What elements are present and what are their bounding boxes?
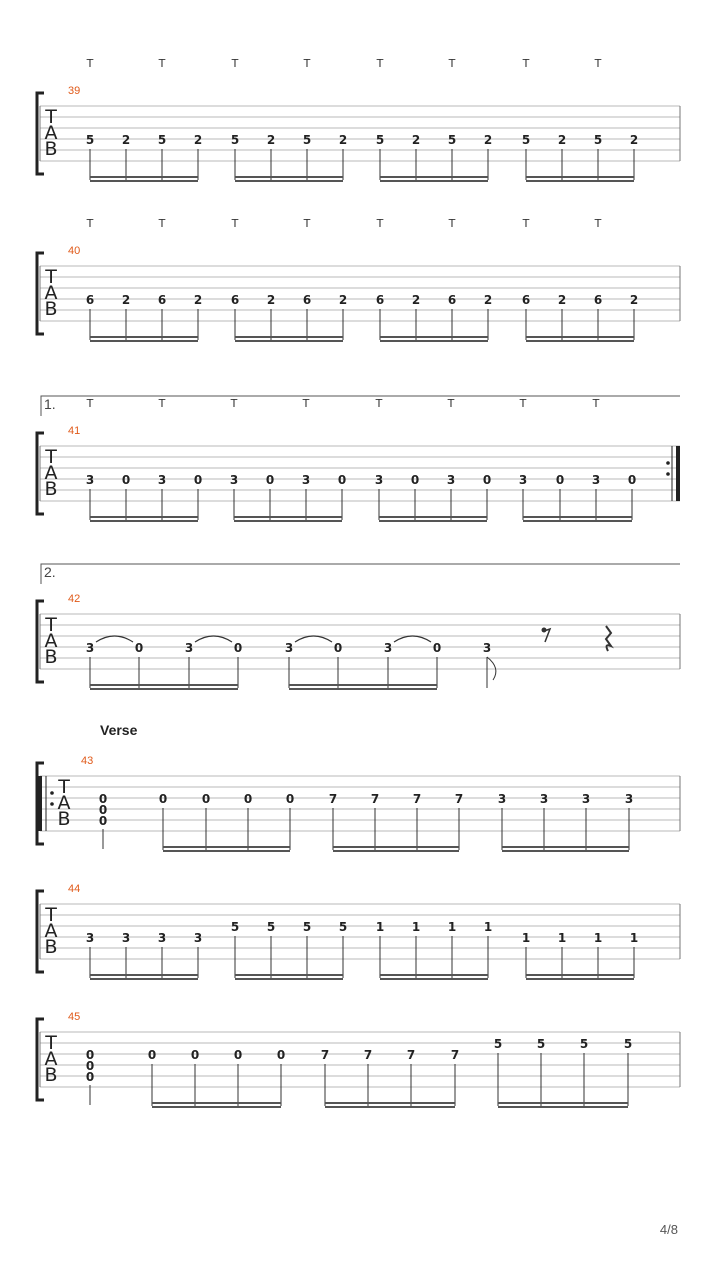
fret-number: 1 [483, 920, 493, 934]
beam [163, 846, 290, 848]
fret-number: 5 [302, 133, 312, 147]
tap-mark: T [230, 397, 238, 410]
beam [380, 336, 488, 338]
fret-number: 3 [157, 473, 167, 487]
tab-clef-t: T [45, 106, 57, 128]
tap-mark: T [86, 217, 94, 230]
fret-number: 0 [85, 1070, 95, 1084]
fret-number: 1 [557, 931, 567, 945]
fret-number: 2 [411, 293, 421, 307]
beam [526, 978, 634, 980]
fret-number: 7 [450, 1048, 460, 1062]
tap-mark: T [303, 57, 311, 70]
tab-clef-t: T [45, 266, 57, 288]
fret-number: 0 [158, 792, 168, 806]
measure-number: 42 [68, 593, 81, 605]
fret-number: 1 [629, 931, 639, 945]
fret-number: 0 [285, 792, 295, 806]
fret-number: 3 [374, 473, 384, 487]
fret-number: 1 [593, 931, 603, 945]
beam [90, 520, 198, 522]
fret-number: 0 [98, 814, 108, 828]
beam [90, 684, 238, 686]
tab-clef-t: T [45, 614, 57, 636]
fret-number: 3 [121, 931, 131, 945]
beam [523, 520, 632, 522]
beam [90, 974, 198, 976]
beam [90, 688, 238, 690]
fret-number: 7 [412, 792, 422, 806]
repeat-dot [666, 461, 670, 465]
section-label: Verse [100, 722, 138, 738]
beam [526, 336, 634, 338]
beam [235, 180, 343, 182]
fret-number: 0 [276, 1048, 286, 1062]
repeat-dot [50, 791, 54, 795]
tab-clef-a: A [44, 462, 58, 484]
fret-number: 7 [363, 1048, 373, 1062]
tap-mark: T [448, 57, 456, 70]
fret-number: 3 [581, 792, 591, 806]
measure-number: 45 [68, 1011, 81, 1023]
beam [502, 850, 629, 852]
fret-number: 6 [157, 293, 167, 307]
fret-number: 0 [333, 641, 343, 655]
beam [380, 180, 488, 182]
repeat-end-thick-bar [676, 446, 680, 501]
fret-number: 2 [629, 133, 639, 147]
fret-number: 0 [201, 792, 211, 806]
beam [234, 516, 342, 518]
beam [380, 340, 488, 342]
fret-number: 3 [301, 473, 311, 487]
tap-mark: T [231, 57, 239, 70]
fret-number: 0 [85, 1048, 95, 1062]
beam [380, 974, 488, 976]
repeat-start-thick-bar [38, 776, 42, 831]
tab-clef-b: B [44, 478, 58, 500]
beam [380, 978, 488, 980]
tab-clef-a: A [44, 122, 58, 144]
fret-number: 1 [521, 931, 531, 945]
fret-number: 5 [521, 133, 531, 147]
staff-system-45 [37, 1011, 680, 1108]
volta-bracket [41, 564, 680, 584]
fret-number: 0 [193, 473, 203, 487]
fret-number: 5 [375, 133, 385, 147]
tap-mark: T [522, 217, 530, 230]
fret-number: 2 [411, 133, 421, 147]
tie-arc [295, 636, 332, 642]
tap-mark: T [158, 57, 166, 70]
beam [325, 1106, 455, 1108]
fret-number: 5 [230, 133, 240, 147]
tap-mark: T [86, 397, 94, 410]
beam [502, 846, 629, 848]
tab-clef-t: T [45, 446, 57, 468]
fret-number: 5 [302, 920, 312, 934]
fret-number: 2 [557, 133, 567, 147]
fret-number: 1 [411, 920, 421, 934]
tab-clef-t: T [58, 776, 70, 798]
volta-bracket [41, 396, 680, 416]
fret-number: 5 [338, 920, 348, 934]
fret-number: 3 [157, 931, 167, 945]
fret-number: 0 [432, 641, 442, 655]
volta-label: 1. [44, 396, 56, 412]
tap-mark: T [375, 397, 383, 410]
fret-number: 3 [85, 473, 95, 487]
fret-number: 5 [230, 920, 240, 934]
beam [152, 1102, 281, 1104]
fret-number: 3 [591, 473, 601, 487]
beam [90, 340, 198, 342]
fret-number: 3 [497, 792, 507, 806]
fret-number: 0 [243, 792, 253, 806]
measure-number: 39 [68, 85, 81, 97]
fret-number: 7 [320, 1048, 330, 1062]
fret-number: 0 [134, 641, 144, 655]
repeat-dot [50, 802, 54, 806]
beam [90, 176, 198, 178]
tab-clef-a: A [57, 792, 71, 814]
fret-number: 3 [184, 641, 194, 655]
tab-clef-b: B [44, 1064, 58, 1086]
fret-number: 1 [375, 920, 385, 934]
fret-number: 0 [121, 473, 131, 487]
tap-mark: T [447, 397, 455, 410]
fret-number: 2 [121, 293, 131, 307]
tie-arc [195, 636, 232, 642]
beam [333, 850, 459, 852]
tab-clef-b: B [44, 646, 58, 668]
measure-number: 43 [81, 755, 94, 767]
fret-number: 3 [446, 473, 456, 487]
fret-number: 5 [157, 133, 167, 147]
fret-number: 0 [337, 473, 347, 487]
beam [380, 176, 488, 178]
tap-mark: T [86, 57, 94, 70]
beam [235, 340, 343, 342]
beam [379, 516, 487, 518]
beam [90, 180, 198, 182]
fret-number: 6 [593, 293, 603, 307]
beam [526, 340, 634, 342]
tab-clef-b: B [44, 138, 58, 160]
beam [526, 180, 634, 182]
staff-system-42 [37, 564, 680, 690]
page-number: 4/8 [659, 1222, 678, 1237]
fret-number: 6 [85, 293, 95, 307]
fret-number: 3 [85, 641, 95, 655]
tap-mark: T [448, 217, 456, 230]
fret-number: 6 [375, 293, 385, 307]
fret-number: 6 [302, 293, 312, 307]
tap-mark: T [158, 217, 166, 230]
fret-number: 0 [233, 641, 243, 655]
fret-number: 0 [482, 473, 492, 487]
beam [90, 336, 198, 338]
repeat-dot [666, 472, 670, 476]
fret-number: 5 [536, 1037, 546, 1051]
fret-number: 0 [265, 473, 275, 487]
fret-number: 5 [447, 133, 457, 147]
beam [526, 176, 634, 178]
fret-number: 5 [593, 133, 603, 147]
fret-number: 0 [627, 473, 637, 487]
beam [498, 1102, 628, 1104]
fret-number: 1 [447, 920, 457, 934]
tab-clef-a: A [44, 282, 58, 304]
beam [289, 684, 437, 686]
fret-number: 0 [98, 803, 108, 817]
fret-number: 3 [539, 792, 549, 806]
fret-number: 2 [266, 293, 276, 307]
tab-clef-b: B [44, 298, 58, 320]
tab-clef-t: T [45, 1032, 57, 1054]
measure-number: 44 [68, 883, 81, 895]
fret-number: 3 [482, 641, 492, 655]
fret-number: 7 [328, 792, 338, 806]
fret-number: 2 [483, 133, 493, 147]
fret-number: 3 [383, 641, 393, 655]
volta-label: 2. [44, 564, 56, 580]
staff-system-43 [37, 722, 680, 852]
tie-arc [394, 636, 431, 642]
fret-number: 5 [266, 920, 276, 934]
beam [289, 688, 437, 690]
fret-number: 5 [85, 133, 95, 147]
beam [379, 520, 487, 522]
tap-mark: T [594, 217, 602, 230]
tap-mark: T [376, 57, 384, 70]
fret-number: 2 [557, 293, 567, 307]
fret-number: 2 [193, 133, 203, 147]
fret-number: 5 [579, 1037, 589, 1051]
fret-number: 3 [624, 792, 634, 806]
tap-mark: T [592, 397, 600, 410]
beam [235, 176, 343, 178]
fret-number: 6 [521, 293, 531, 307]
tie-arc [96, 636, 133, 642]
tap-mark: T [302, 397, 310, 410]
staff-system-40 [37, 217, 680, 342]
tab-clef-a: A [44, 1048, 58, 1070]
fret-number: 0 [233, 1048, 243, 1062]
fret-number: 0 [85, 1059, 95, 1073]
fret-number: 2 [338, 293, 348, 307]
staff-system-39 [37, 57, 680, 182]
fret-number: 3 [284, 641, 294, 655]
fret-number: 6 [230, 293, 240, 307]
beam [235, 978, 343, 980]
beam [235, 974, 343, 976]
fret-number: 0 [98, 792, 108, 806]
beam [333, 846, 459, 848]
fret-number: 7 [406, 1048, 416, 1062]
fret-number: 2 [121, 133, 131, 147]
beam [325, 1102, 455, 1104]
fret-number: 7 [370, 792, 380, 806]
beam [90, 516, 198, 518]
fret-number: 0 [147, 1048, 157, 1062]
tab-clef-a: A [44, 920, 58, 942]
tab-clef-a: A [44, 630, 58, 652]
beam [152, 1106, 281, 1108]
fret-number: 2 [193, 293, 203, 307]
fret-number: 0 [410, 473, 420, 487]
tap-mark: T [231, 217, 239, 230]
beam [498, 1106, 628, 1108]
beam [163, 850, 290, 852]
tab-clef-t: T [45, 904, 57, 926]
fret-number: 0 [190, 1048, 200, 1062]
beam [234, 520, 342, 522]
tap-mark: T [594, 57, 602, 70]
beam [526, 974, 634, 976]
tap-mark: T [519, 397, 527, 410]
beam [90, 978, 198, 980]
fret-number: 7 [454, 792, 464, 806]
tab-clef-b: B [44, 936, 58, 958]
tab-clef-b: B [57, 808, 71, 830]
beam [523, 516, 632, 518]
measure-number: 40 [68, 245, 81, 257]
staff-system-44 [37, 883, 680, 980]
fret-number: 3 [518, 473, 528, 487]
fret-number: 2 [629, 293, 639, 307]
measure-number: 41 [68, 425, 81, 437]
fret-number: 2 [266, 133, 276, 147]
tap-mark: T [522, 57, 530, 70]
tap-mark: T [376, 217, 384, 230]
fret-number: 3 [193, 931, 203, 945]
staff-system-41 [37, 396, 680, 522]
fret-number: 5 [623, 1037, 633, 1051]
fret-number: 0 [555, 473, 565, 487]
fret-number: 2 [338, 133, 348, 147]
fret-number: 6 [447, 293, 457, 307]
fret-number: 2 [483, 293, 493, 307]
tap-mark: T [158, 397, 166, 410]
fret-number: 3 [229, 473, 239, 487]
beam [235, 336, 343, 338]
fret-number: 5 [493, 1037, 503, 1051]
tap-mark: T [303, 217, 311, 230]
fret-number: 3 [85, 931, 95, 945]
